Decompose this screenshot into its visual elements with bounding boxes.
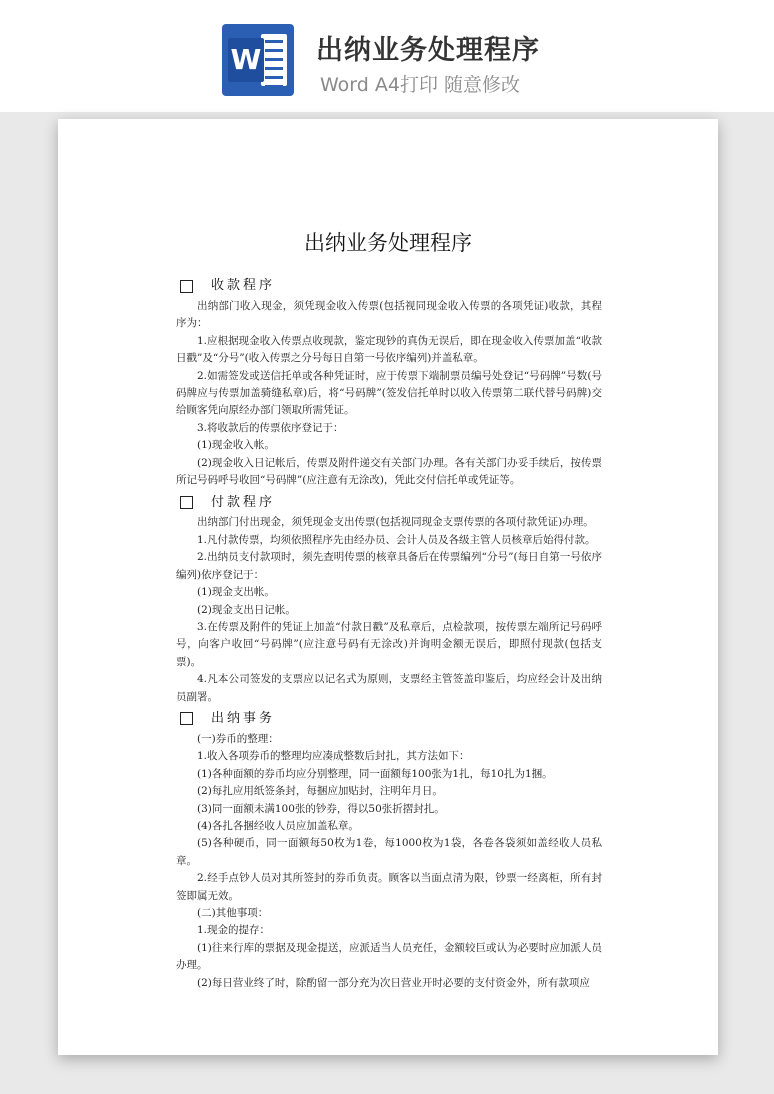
word-logo-letter: W: [228, 38, 264, 82]
paragraph: (2)现金支出日记帐。: [197, 603, 296, 616]
paragraph: 3.将收款后的传票依序登记于：: [197, 421, 344, 434]
section-heading-label: 收款程序: [211, 278, 276, 294]
document-pages-icon: [261, 34, 287, 86]
paragraph: (2)每扎应用纸签条封，每捆应加贴封，注明年月日。: [197, 785, 443, 798]
checkbox-square-icon: [180, 280, 193, 293]
paragraph: 2.经手点钞人员对其所签封的券币负责。顾客以当面点清为限，钞票一经离柜，所有封签即属无效。: [176, 872, 602, 902]
paragraph: (4)各扎各捆经收人员应加盖私章。: [197, 819, 359, 832]
paragraph: 2.出纳员支付款项时，须先查明传票的核章具备后在传票编列“分号”(每日自第一号依序编列)依序登记于：: [176, 551, 602, 581]
paragraph: (2)每日营业终了时，除酌留一部分充为次日营业开时必要的支付资金外，所有款项应: [197, 976, 590, 989]
paragraph: 1.现金的提存：: [197, 924, 271, 937]
paragraph: 1.凡付款传票，均须依照程序先由经办员、会计人员及各级主管人员核章后始得付款。: [197, 533, 596, 546]
section-heading-label: 出纳事务: [211, 711, 276, 727]
paragraph: 出纳部门收入现金，须凭现金收入传票(包括视同现金收入传票的各项凭证)收款，其程序为：: [176, 300, 602, 330]
paragraph: (1)往来行库的票据及现金提送，应派适当人员充任，金额较巨或认为必要时应加派人员办理。: [176, 941, 602, 972]
paragraph: 1.应根据现金收入传票点收现款，鉴定现钞的真伪无误后，即在现金收入传票加盖“收款日戳”及“分号”(收入传票之分号每日自第一号依序编列)并盖私章。: [176, 334, 602, 365]
document-page: [58, 119, 718, 1055]
paragraph: 4.凡本公司签发的支票应以记名式为原则，支票经主管签盖印鉴后，均应经会计及出纳员副署。: [176, 673, 602, 703]
section-heading-label: 付款程序: [211, 494, 276, 510]
checkbox-square-icon: [180, 496, 193, 509]
paragraph: 2.如需签发或送信托单或各种凭证时，应于传票下端制票员编号处登记“号码牌”号数(号码牌应与传票加盖骑缝私章)后，将“号码牌”(签发信托单时以收入传票第二联代替号码牌)交给顾客凭向原经办部门领取所需凭证。: [176, 369, 602, 417]
paragraph: (一)券币的整理：: [197, 732, 279, 745]
section-heading-payments: [176, 491, 602, 513]
paragraph: 3.在传票及附件的凭证上加盖“付款日戳”及私章后，点检款项，按传票左端所记号码呼号，向客户收回“号码牌”(应注意号码有无涂改)并询明金额无误后，即照付现款(包括支票)。: [176, 620, 602, 668]
banner: [0, 0, 774, 112]
section-heading-receipts: [176, 275, 602, 297]
paragraph: (5)各种硬币，同一面额每50枚为1卷，每1000枚为1袋，各卷各袋须如盖经收人员私章。: [176, 837, 602, 867]
paragraph: 出纳部门付出现金，须凭现金支出传票(包括视同现金支票传票的各项付款凭证)办理。: [197, 516, 594, 529]
paragraph: (3)同一面额未满100张的钞券，得以50张折摺封扎。: [197, 802, 445, 815]
document-title: 出纳业务处理程序: [304, 231, 472, 255]
word-logo-icon: [222, 24, 294, 96]
paragraph: (1)现金收入帐。: [197, 439, 275, 452]
paragraph: 1.收入各项券币的整理均应凑成整数后封扎，其方法如下：: [197, 750, 470, 763]
paragraph: (二)其他事项：: [197, 907, 269, 919]
banner-title: 出纳业务处理程序: [316, 35, 540, 66]
paragraph: (1)各种面额的券币均应分别整理，同一面额每100张为1扎，每10扎为1捆。: [197, 767, 553, 780]
banner-subtitle: Word A4打印 随意修改: [320, 74, 521, 96]
checkbox-square-icon: [180, 712, 193, 725]
paragraph: (2)现金收入日记帐后，传票及附件递交有关部门办理。各有关部门办妥手续后，按传票所记号码呼号收回“号码牌”(应注意有无涂改)，凭此交付信托单或凭证等。: [176, 456, 602, 487]
document-body: [176, 273, 602, 992]
paragraph: (1)现金支出帐。: [197, 586, 275, 599]
section-heading-cashier-affairs: [176, 708, 602, 730]
